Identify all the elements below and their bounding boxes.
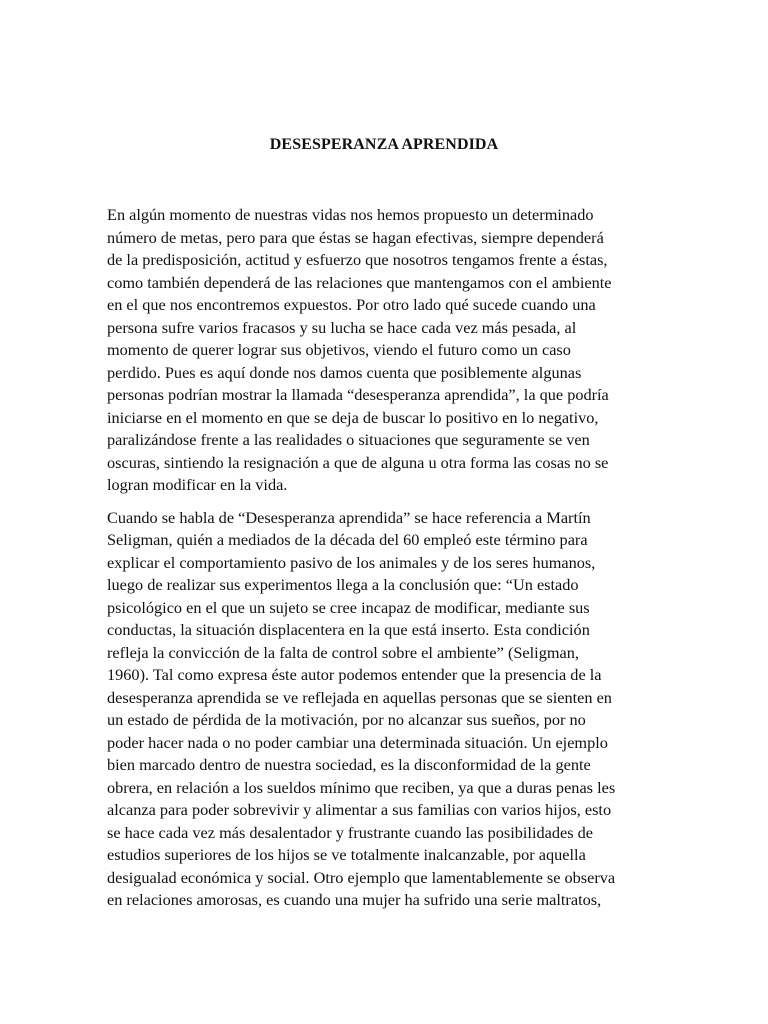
text-line: 1960). Tal como expresa éste autor podemos entender que la presencia de la [107, 665, 602, 684]
text-line: bien marcado dentro de nuestra sociedad, es la disconformidad de la gente [107, 755, 591, 774]
text-line: como también dependerá de las relaciones que mantengamos con el ambiente [107, 272, 612, 292]
text-line: oscuras, sintiendo la resignación a que de alguna u otra forma las cosas no se [107, 452, 609, 472]
text-line: personas podrían mostrar la llamada “desesperanza aprendida”, la que podría [107, 385, 609, 404]
text-line: desigualad económica y social. Otro ejemplo que lamentablemente se observa [107, 867, 616, 887]
text-line: logran modificar en la vida. [107, 475, 288, 494]
text-line: en el que nos encontremos expuestos. Por otro lado qué sucede cuando una [107, 295, 596, 314]
text-line: se hace cada vez más desalentador y frustrante cuando las posibilidades de [107, 822, 593, 842]
paragraph-1 [107, 204, 663, 497]
text-line: iniciarse en el momento en que se deja de buscar lo positivo en lo negativo, [107, 407, 599, 427]
text-line: persona sufre varios fracasos y su lucha se hace cada vez más pesada, al [107, 317, 577, 337]
document-body [107, 204, 663, 922]
text-line: número de metas, pero para que éstas se hagan efectivas, siempre dependerá [107, 227, 604, 247]
text-line: explicar el comportamiento pasivo de los animales y de los seres humanos, [107, 552, 596, 572]
text-line: Seligman, quién a mediados de la década del 60 empleó este término para [107, 530, 588, 549]
paragraph-2 [107, 507, 663, 912]
text-line: Cuando se habla de “Desesperanza aprendida” se hace referencia a Martín [107, 507, 591, 527]
text-line: poder hacer nada o no poder cambiar una determinada situación. Un ejemplo [107, 732, 608, 752]
text-line: de la predisposición, actitud y esfuerzo que nosotros tengamos frente a éstas, [107, 250, 608, 269]
text-line: un estado de pérdida de la motivación, por no alcanzar sus sueños, por no [107, 710, 586, 729]
text-line: En algún momento de nuestras vidas nos hemos propuesto un determinado [107, 205, 594, 224]
text-line: perdido. Pues es aquí donde nos damos cuenta que posiblemente algunas [107, 362, 582, 382]
text-line: momento de querer lograr sus objetivos, viendo el futuro como un caso [107, 340, 571, 359]
text-line: en relaciones amorosas, es cuando una mujer ha sufrido una serie maltratos, [107, 890, 602, 909]
text-line: refleja la convicción de la falta de control sobre el ambiente” (Seligman, [107, 642, 579, 662]
text-line: paralizándose frente a las realidades o situaciones que seguramente se ven [107, 430, 590, 449]
document-title: DESESPERANZA APRENDIDA [269, 136, 499, 153]
text-line: estudios superiores de los hijos se ve totalmente inalcanzable, por aquella [107, 845, 586, 864]
text-line: conductas, la situación displacentera en la que está inserto. Esta condición [107, 620, 590, 639]
text-line: alcanza para poder sobrevivir y alimentar a sus familias con varios hijos, esto [107, 800, 612, 819]
text-line: psicológico en el que un sujeto se cree incapaz de modificar, mediante sus [107, 597, 590, 617]
text-line: obrera, en relación a los sueldos mínimo que reciben, ya que a duras penas les [107, 777, 616, 797]
text-line: luego de realizar sus experimentos llega a la conclusión que: “Un estado [107, 575, 579, 594]
text-line: desesperanza aprendida se ve reflejada en aquellas personas que se sienten en [107, 687, 612, 707]
